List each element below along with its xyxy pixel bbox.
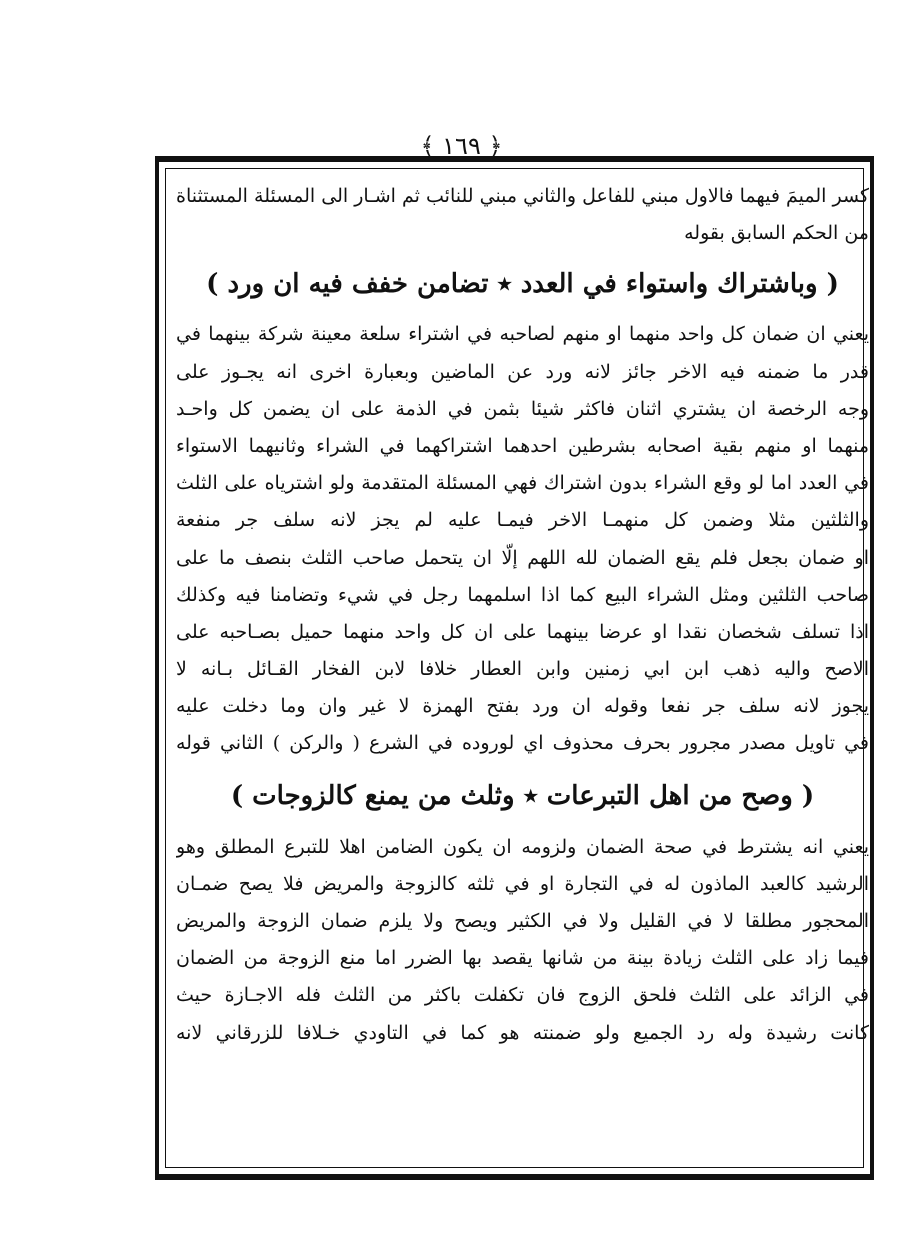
text-line: وجه الرخصة ان يشتري اثنان فاكثر شيئا بثمن في الذمة على ان يضمن كل واحـد bbox=[176, 397, 869, 420]
text-line: يعني انه يشترط في صحة الضمان ولزومه ان يكون الضامن اهلا للتبرع المطلق وهو bbox=[176, 835, 869, 858]
page-number: ﴿ ١٦٩ ﴾ bbox=[420, 132, 503, 160]
text-line: فيما زاد على الثلث زيادة بينة من شانها يقصد بها الضرر اما منع الزوجة من الضمان bbox=[176, 947, 869, 970]
page-body bbox=[176, 178, 869, 1052]
text-line: قدر ما ضمنه فيه الاخر جائز لانه ورد عن الماضين وبعبارة اخرى انه يجـوز على bbox=[176, 360, 869, 383]
text-line: الاصح واليه ذهب ابن ابي زمنين وابن العطار خلافا لابن الفخار القـائل بـانه لا bbox=[176, 658, 869, 681]
text-line: كسر الميمَ فيهما فالاول مبني للفاعل والثاني مبني للنائب ثم اشـار الى المسئلة المستثناة bbox=[176, 185, 869, 207]
text-line: يجوز لانه سلف جر نفعا وقوله ان ورد بفتح الهمزة لا غير وان وما دخلت عليه bbox=[176, 695, 869, 718]
text-line: في الزائد على الثلث فلحق الزوج فان تكفلت باكثر من الثلث فله الاجـازة حيث bbox=[176, 984, 869, 1007]
text-line: في العدد اما لو وقع الشراء بدون اشتراك فهي المسئلة المتقدمة ولو اشترياه على الثلث bbox=[176, 472, 869, 495]
text-line: المحجور مطلقا لا في القليل ولا في الكثير ويصح ولا يلزم ضمان الزوجة والمريض bbox=[176, 910, 869, 932]
text-line: الرشيد كالعبد الماذون له في التجارة او في ثلثه كالزوجة والمريض فلا يصح ضمـان bbox=[176, 872, 869, 895]
text-line: كانت رشيدة وله رد الجميع ولو ضمنته هو كما في التاودي خـلافا للزرقاني لانه bbox=[176, 1021, 869, 1044]
text-line: اذا تسلف شخصان نقدا او عرضا بينهما على ان كل واحد منهما حميل بصـاحبه على bbox=[176, 620, 869, 643]
text-line: صاحب الثلثين ومثل الشراء البيع كما اذا اسلمهما رجل في شيء وتضامنا فيه وكذلك bbox=[176, 583, 869, 606]
text-line: او ضمان بجعل فلم يقع الضمان لله اللهم إلّا ان يتحمل صاحب الثلث بنصف ما على bbox=[176, 546, 869, 569]
text-line: منهما او منهم بقية اصحابه بشرطين احدهما اشتراكهما في الشراء وثانيهما الاستواء bbox=[176, 434, 869, 457]
text-line: يعني ان ضمان كل واحد منهما او منهم لصاحبه في اشتراء سلعة معينة شركة بينهما في bbox=[176, 323, 869, 346]
verse-heading: ( وصح من اهل التبرعات ٭ وثلث من يمنع كالزوجات ) bbox=[230, 780, 815, 811]
text-line: في تاويل مصدر مجرور بحرف محذوف اي لوروده في الشرع ( والركن ) الثاني قوله bbox=[176, 732, 869, 755]
text-line: والثلثين مثلا وضمن كل منهمـا الاخر فيمـا عليه لم يجز لانه سلف جر منفعة bbox=[176, 509, 869, 532]
text-line: من الحكم السابق بقوله bbox=[684, 222, 869, 245]
verse-heading: ( وباشتراك واستواء في العدد ٭ تضامن خفف فيه ان ورد ) bbox=[206, 269, 839, 300]
